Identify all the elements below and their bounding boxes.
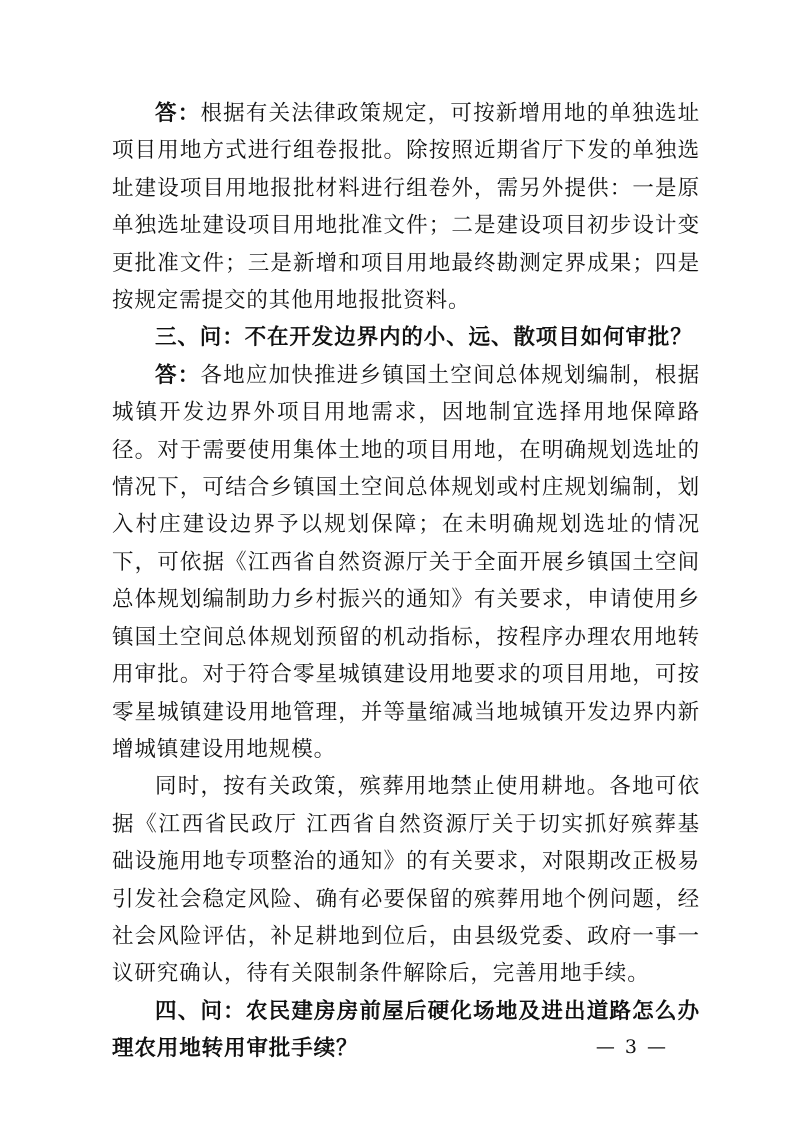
body-paragraph: 同时，按有关政策，殡葬用地禁止使用耕地。各地可依据《江西省民政厅 江西省自然资源厅关于切实抓好殡葬基础设施用地专项整治的通知》的有关要求，对限期改正极易引发社会稳定风险、确有必要保留的殡葬用地个例问题，经社会风险评估，补足耕地到位后，由县级党委、政府一事一议研究确认，待有关限制条件解除后，完善用地手续。 [112, 774, 700, 987]
page-number: — 3 — [595, 1036, 668, 1058]
answer-paragraph-1 [112, 95, 700, 319]
answer-label: 答： [155, 362, 201, 388]
document-body [112, 95, 700, 1068]
answer-paragraph-3 [112, 357, 700, 768]
question-heading-4: 四、问：农民建房房前屋后硬化场地及进出道路怎么办理农用地转用审批手续？ [112, 998, 700, 1062]
answer-text: 根据有关法律政策规定，可按新增用地的单独选址项目用地方式进行组卷报批。除按照近期省厅下发的单独选址建设项目用地报批材料进行组卷外，需另外提供：一是原单独选址建设项目用地批准文件；二是建设项目初步设计变更批准文件；三是新增和项目用地最终勘测定界成果；四是按规定需提交的其他用地报批资料。 [112, 101, 700, 314]
answer-label: 答： [155, 101, 201, 126]
answer-text: 各地应加快推进乡镇国土空间总体规划编制，根据城镇开发边界外项目用地需求，因地制宜选择用地保障路径。对于需要使用集体土地的项目用地，在明确规划选址的情况下，可结合乡镇国土空间总体规划或村庄规划编制，划入村庄建设边界予以规划保障；在未明确规划选址的情况下，可依据《江西省自然资源厅关于全面开展乡镇国土空间总体规划编制助力乡村振兴的通知》有关要求，申请使用乡镇国土空间总体规划预留的机动指标，按程序办理农用地转用审批。对于符合零星城镇建设用地要求的项目用地，可按零星城镇建设用地管理，并等量缩减当地城镇开发边界内新增城镇建设用地规模。 [112, 362, 700, 762]
question-heading-3: 三、问：不在开发边界内的小、远、散项目如何审批？ [155, 325, 693, 351]
